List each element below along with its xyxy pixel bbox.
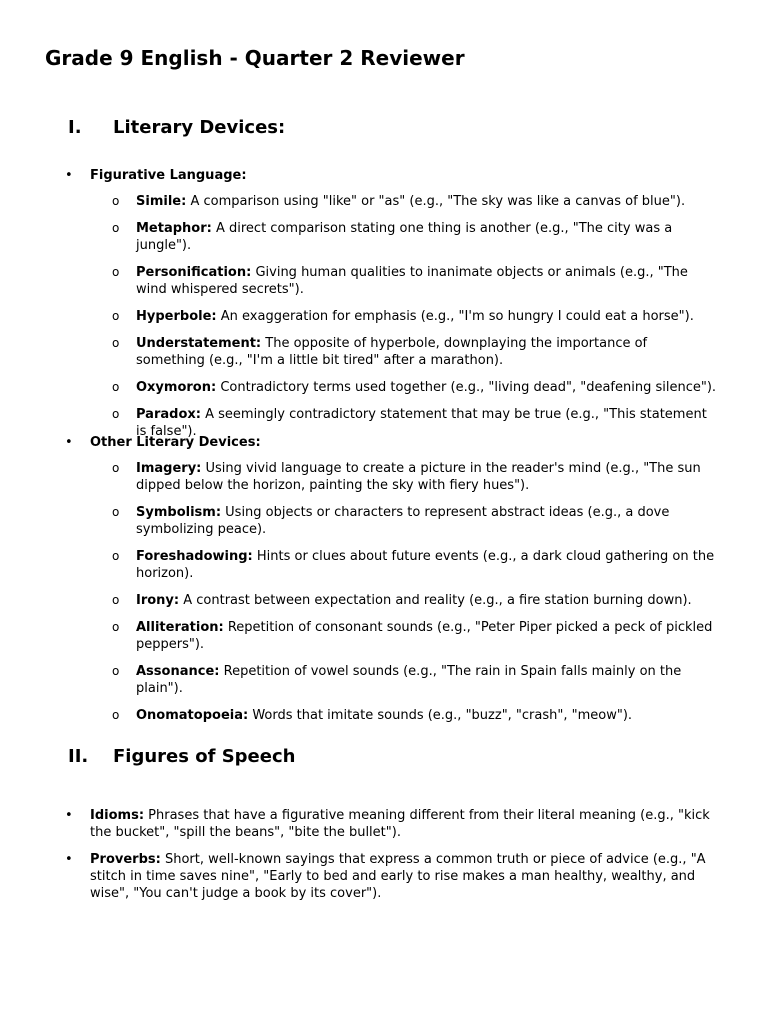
section-number: II. xyxy=(68,746,89,767)
list-item-idioms xyxy=(0,807,768,841)
section-title: Figures of Speech xyxy=(113,746,296,767)
bullet-circle-icon: o xyxy=(112,309,120,323)
list-item-symbolism xyxy=(0,504,768,538)
term: Idioms: xyxy=(90,808,145,823)
section-heading-literary-devices xyxy=(68,117,285,139)
term: Simile: xyxy=(136,194,187,209)
bullet-disc-icon: • xyxy=(65,808,73,823)
definition: Giving human qualities to inanimate objects or animals (e.g., "The wind whispered secrets"). xyxy=(136,265,688,297)
page-title: Grade 9 English - Quarter 2 Reviewer xyxy=(45,46,465,70)
term: Personification: xyxy=(136,265,252,280)
list-item-alliteration xyxy=(0,619,768,653)
definition: An exaggeration for emphasis (e.g., "I'm so hungry I could eat a horse"). xyxy=(220,309,694,324)
list-item-group-label xyxy=(0,434,768,451)
definition: A comparison using "like" or "as" (e.g., "The sky was like a canvas of blue"). xyxy=(190,194,686,209)
bullet-circle-icon: o xyxy=(112,461,120,475)
term: Oxymoron: xyxy=(136,380,217,395)
definition: A direct comparison stating one thing is another (e.g., "The city was a jungle"). xyxy=(136,221,673,253)
list-item-oxymoron xyxy=(0,379,768,396)
bullet-disc-icon: • xyxy=(65,168,73,183)
group-figures-of-speech xyxy=(0,807,768,902)
term: Irony: xyxy=(136,593,180,608)
term: Onomatopoeia: xyxy=(136,708,249,723)
term: Assonance: xyxy=(136,664,220,679)
bullet-circle-icon: o xyxy=(112,505,120,519)
bullet-circle-icon: o xyxy=(112,194,120,208)
term: Foreshadowing: xyxy=(136,549,253,564)
term: Proverbs: xyxy=(90,852,161,867)
bullet-disc-icon: • xyxy=(65,852,73,867)
bullet-circle-icon: o xyxy=(112,336,120,350)
bullet-circle-icon: o xyxy=(112,708,120,722)
group-label: Other Literary Devices: xyxy=(90,435,261,450)
term: Alliteration: xyxy=(136,620,224,635)
section-number: I. xyxy=(68,117,82,138)
list-item-assonance xyxy=(0,663,768,697)
list-item-simile xyxy=(0,193,768,210)
list-item-irony xyxy=(0,592,768,609)
definition: Hints or clues about future events (e.g., a dark cloud gathering on the horizon). xyxy=(136,549,715,581)
section-title: Literary Devices: xyxy=(113,117,286,138)
term: Understatement: xyxy=(136,336,262,351)
group-label: Figurative Language: xyxy=(90,168,247,183)
definition: Using objects or characters to represent abstract ideas (e.g., a dove symbolizing peace). xyxy=(136,505,670,537)
term: Metaphor: xyxy=(136,221,212,236)
bullet-circle-icon: o xyxy=(112,620,120,634)
bullet-circle-icon: o xyxy=(112,593,120,607)
list-item-metaphor xyxy=(0,220,768,254)
bullet-disc-icon: • xyxy=(65,435,73,450)
definition: Short, well-known sayings that express a common truth or piece of advice (e.g., "A stitch in time saves nine", "Early to bed and early to rise makes a man healthy, wealthy, and wise", "You can't judge a book by its cover"). xyxy=(90,852,706,901)
group-other-literary-devices xyxy=(0,434,768,724)
list-item-proverbs xyxy=(0,851,768,902)
list-item-imagery xyxy=(0,460,768,494)
list-item-hyperbole xyxy=(0,308,768,325)
definition: A contrast between expectation and reality (e.g., a fire station burning down). xyxy=(183,593,692,608)
definition: Repetition of vowel sounds (e.g., "The rain in Spain falls mainly on the plain"). xyxy=(136,664,682,696)
list-item-personification xyxy=(0,264,768,298)
bullet-circle-icon: o xyxy=(112,407,120,421)
definition: A seemingly contradictory statement that may be true (e.g., "This statement is false"). xyxy=(136,407,707,439)
term: Paradox: xyxy=(136,407,201,422)
bullet-circle-icon: o xyxy=(112,549,120,563)
bullet-circle-icon: o xyxy=(112,664,120,678)
bullet-circle-icon: o xyxy=(112,221,120,235)
definition: Phrases that have a figurative meaning different from their literal meaning (e.g., "kick the bucket", "spill the beans", "bite the bullet"). xyxy=(90,808,710,840)
term: Imagery: xyxy=(136,461,202,476)
definition: Words that imitate sounds (e.g., "buzz", "crash", "meow"). xyxy=(252,708,633,723)
group-figurative-language xyxy=(0,167,768,440)
list-item-group-label xyxy=(0,167,768,184)
definition: Repetition of consonant sounds (e.g., "Peter Piper picked a peck of pickled peppers"). xyxy=(136,620,713,652)
bullet-circle-icon: o xyxy=(112,265,120,279)
definition: Using vivid language to create a picture in the reader's mind (e.g., "The sun dipped below the horizon, painting the sky with fiery hues"). xyxy=(136,461,701,493)
term: Symbolism: xyxy=(136,505,222,520)
term: Hyperbole: xyxy=(136,309,217,324)
section-heading-figures-of-speech xyxy=(68,746,295,768)
list-item-understatement xyxy=(0,335,768,369)
definition: The opposite of hyperbole, downplaying the importance of something (e.g., "I'm a little bit tired" after a marathon). xyxy=(136,336,648,368)
definition: Contradictory terms used together (e.g., "living dead", "deafening silence"). xyxy=(220,380,717,395)
list-item-onomatopoeia xyxy=(0,707,768,724)
bullet-circle-icon: o xyxy=(112,380,120,394)
list-item-foreshadowing xyxy=(0,548,768,582)
